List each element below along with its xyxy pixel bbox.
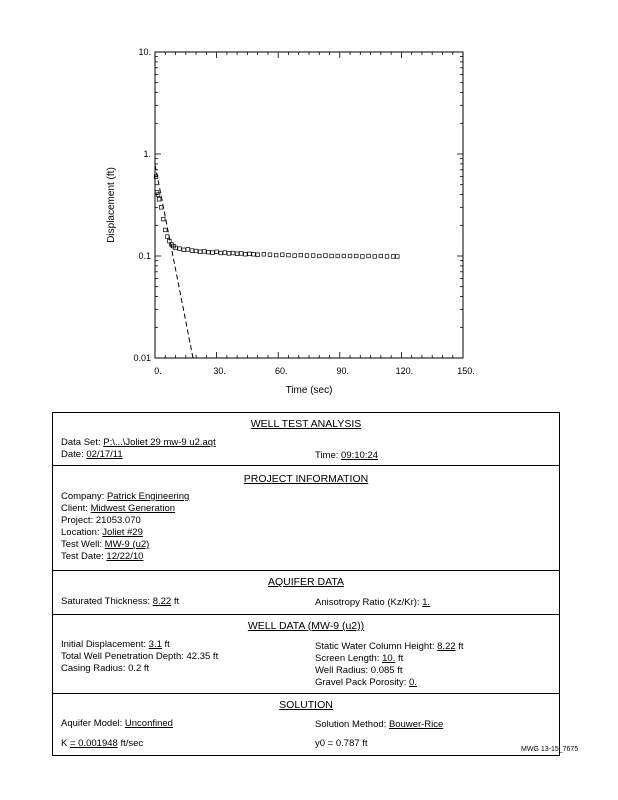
data-point [293,254,297,258]
data-point [305,254,309,258]
data-points [154,175,399,258]
test-date-row [61,551,143,562]
y0-row [315,738,368,749]
data-point [198,250,202,254]
solution-method-value: Bouwer-Rice [388,719,444,730]
client-label: Client: [61,503,88,514]
date-label: Date: [61,449,84,460]
solution-method-row [315,719,443,730]
data-point [186,248,190,252]
data-point [207,250,211,254]
well-test-report [52,412,560,756]
data-point [361,255,365,259]
project-row [61,515,141,526]
gravel-porosity-row [315,677,417,688]
well-radius-label: Well Radius: [315,665,369,676]
data-point [268,253,272,257]
x-tick-label: 90. [336,366,350,376]
data-point [194,249,198,253]
casing-radius-row [61,663,149,674]
project-label: Project: [61,515,94,526]
aquifer-model-value: Unconfined [124,718,173,729]
y-tick-label: 0.1 [138,251,151,261]
aquifer-model-row [61,718,173,729]
test-well-label: Test Well: [61,539,103,550]
data-point [211,251,215,255]
data-point [281,253,285,257]
well-test-analysis-title: WELL TEST ANALYSIS [250,418,362,430]
x-tick-label: 60. [274,366,288,376]
static-water-column-unit: ft [458,641,464,652]
test-well-value: MW-9 (u2) [104,539,150,550]
data-point [190,249,194,253]
y-tick-label: 10. [138,47,151,57]
initial-displacement-row [61,639,170,650]
project-value: 21053.070 [95,515,141,526]
minor-ticks [155,52,463,358]
company-value: Patrick Engineering [106,491,190,502]
well-radius-row [315,665,403,676]
penetration-depth-row [61,651,218,662]
data-point [330,254,334,258]
divider [53,614,559,615]
screen-length-value: 10. [382,653,396,664]
data-set-value: P:\...\Joliet 29 mw-9 u2.aqt [103,437,216,448]
data-point [235,252,239,256]
x-tick-label: 30. [213,366,226,376]
time-value: 09:10:24 [341,450,379,461]
screen-length-label: Screen Length: [315,653,380,664]
solution-method-label: Solution Method: [315,719,387,730]
time-label: Time: [315,450,339,461]
data-point [227,252,231,256]
data-point [299,253,303,257]
data-point [395,255,399,259]
data-point [161,217,165,221]
x-tick-label: 150. [457,366,475,376]
k-row [61,738,143,749]
gravel-porosity-label: Gravel Pack Porosity: [315,677,407,688]
document-stamp: MWG 13-15_7675 [521,746,579,753]
location-value: Joliet #29 [102,527,143,538]
location-row [61,527,143,538]
data-point [256,253,260,257]
data-point [354,254,358,258]
saturated-thickness-row [61,596,179,607]
initial-displacement-label: Initial Displacement: [61,639,147,650]
data-point [157,197,161,201]
gravel-porosity-value: 0. [408,677,417,688]
data-point [202,250,206,254]
data-point [244,252,248,256]
initial-displacement-value: 3.1 [148,639,162,650]
y-tick-labels [133,47,151,363]
time-row [315,450,378,461]
date-row [61,449,123,460]
anisotropy-label: Anisotropy Ratio (Kz/Kr): [315,597,420,608]
casing-radius-label: Casing Radius: [61,663,126,674]
data-point [311,254,315,258]
data-point [317,254,321,258]
test-date-label: Test Date: [61,551,104,562]
data-point [182,248,186,252]
divider [53,570,559,571]
data-point [155,191,159,195]
well-data-title: WELL DATA (MW-9 (u2)) [247,620,365,632]
anisotropy-value: 1. [422,597,431,608]
static-water-column-label: Static Water Column Height: [315,641,435,652]
y0-value: y0 = 0.787 ft [315,738,368,749]
data-point [324,254,328,258]
y-tick-label: 0.01 [133,353,151,363]
x-tick-label: 120. [395,366,414,376]
client-value: Midwest Generation [90,503,176,514]
k-label: K [61,738,68,749]
well-radius-value: 0.085 ft [370,665,403,676]
data-point [159,206,163,210]
data-point [348,254,352,258]
data-point [239,252,243,256]
test-date-value: 12/22/10 [106,551,144,562]
data-point [248,252,252,256]
data-point [163,228,167,232]
aquifer-data-title: AQUIFER DATA [267,576,345,588]
data-set-label: Data Set: [61,437,101,448]
data-point [231,251,235,255]
data-point [223,251,227,255]
y-axis-title: Displacement (ft) [106,167,117,243]
plot-frame [155,52,463,358]
x-axis-title: Time (sec) [285,385,333,396]
data-point [287,253,291,257]
data-point [252,252,256,256]
x-tick-labels [154,366,475,376]
divider [53,693,559,694]
project-information-title: PROJECT INFORMATION [243,473,369,485]
data-point [373,255,377,259]
saturated-thickness-label: Saturated Thickness: [61,596,151,607]
x-tick-label: 0. [154,366,162,376]
data-point [391,255,395,259]
test-well-row [61,539,149,550]
screen-length-unit: ft [397,653,404,664]
saturated-thickness-unit: ft [173,596,180,607]
data-point [367,254,371,258]
penetration-depth-label: Total Well Penetration Depth: [61,651,184,662]
data-point [262,252,266,256]
data-point [336,254,340,258]
saturated-thickness-value: 8.22 [152,596,172,607]
divider [53,465,559,466]
solution-title: SOLUTION [279,699,333,711]
data-point [342,254,346,258]
data-point [215,250,219,254]
fit-line-segment [155,165,193,358]
y-tick-label: 1. [143,149,151,159]
static-water-column-value: 8.22 [437,641,456,652]
data-set-row [61,437,216,448]
date-value: 02/17/11 [86,449,123,460]
casing-radius-value: 0.2 ft [128,663,150,674]
initial-displacement-unit: ft [164,639,170,650]
data-point [385,255,389,259]
client-row [61,503,175,514]
penetration-depth-value: 42.35 ft [186,651,219,662]
data-point [219,251,223,255]
data-point [379,254,383,258]
static-water-column-row [315,641,464,652]
k-unit: ft/sec [120,738,144,749]
company-row [61,491,189,502]
location-label: Location: [61,527,100,538]
anisotropy-row [315,597,430,608]
fit-line [155,165,193,358]
company-label: Company: [61,491,105,502]
data-point [274,253,278,257]
data-point [178,247,182,251]
k-value: = 0.001948 [69,738,118,749]
screen-length-row [315,653,403,664]
aquifer-model-label: Aquifer Model: [61,718,123,729]
